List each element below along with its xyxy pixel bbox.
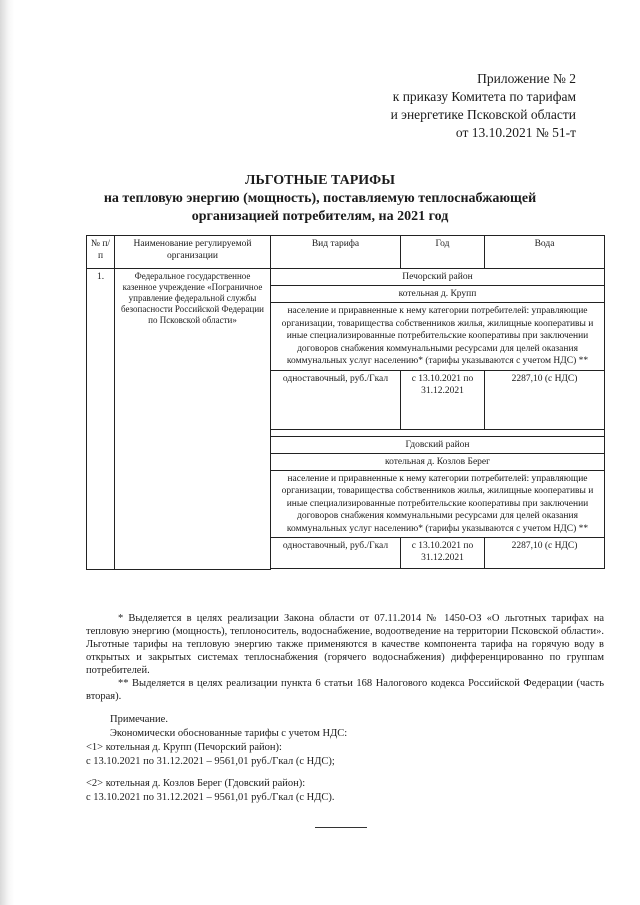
appendix-line-2: к приказу Комитета по тарифам: [392, 89, 576, 104]
organization-name: Федеральное государственное казенное учреждение «Пограничное управление федеральной службы безопасности Российской Федерации по Псковской области»: [115, 269, 271, 570]
header-year: Год: [401, 236, 485, 269]
header-org: Наименование регулируемой организации: [115, 236, 271, 269]
period-1: с 13.10.2021 по 31.12.2021: [401, 370, 485, 429]
spacer-cell: [271, 569, 605, 570]
appendix-line-3: и энергетике Псковской области: [390, 107, 576, 122]
table-header-row: [87, 236, 605, 269]
remark-item-2-value: с 13.10.2021 по 31.12.2021 – 9561,01 руб./Гкал (с НДС).: [86, 792, 335, 803]
remark-heading: Примечание.: [110, 714, 168, 725]
footnote-1: * Выделяется в целях реализации Закона области от 07.11.2014 № 1450-ОЗ «О льготных тарифах на тепловую энергию (мощность), теплоноситель, водоснабжение, водоотведение на территории Псковской области». Льготные тарифы на тепловую энергию также применяются в качестве компонента тарифа на горячую воду в открытых и закрытых системах теплоснабжения (горячего водоснабжения) дифференцированно по группам потребителей.: [86, 613, 604, 676]
footnote-2: ** Выделяется в целях реализации пункта 6 статьи 168 Налогового кодекса Российской Федерации (часть вторая).: [86, 678, 604, 702]
row-number: 1.: [87, 269, 115, 570]
spacer-cell: [271, 429, 605, 436]
remark-item-2-label: <2> котельная д. Козлов Берег (Гдовский район):: [86, 778, 306, 789]
header-water: Вода: [485, 236, 605, 269]
district-2: Гдовский район: [271, 436, 605, 453]
period-2: с 13.10.2021 по 31.12.2021: [401, 538, 485, 569]
tariffs-table: [86, 235, 605, 570]
appendix-header: [330, 70, 576, 142]
remark-intro: Экономически обоснованные тарифы с учетом НДС:: [110, 728, 348, 739]
remark-block: [86, 713, 606, 805]
remark-gap: [86, 769, 606, 777]
consumer-category-2: население и приравненные к нему категории потребителей: управляющие организации, товарищества собственников жилья, жилищные кооперативы и иные специализированные потребительские кооперативы при заключении договоров снабжения коммунальными ресурсами для целей оказания коммунальных услуг населению* (тарифы указываются с учетом НДС) **: [271, 470, 605, 538]
tariff-value-1: 2287,10 (с НДС): [485, 370, 605, 429]
title-line-1: ЛЬГОТНЫЕ ТАРИФЫ: [245, 173, 395, 188]
consumer-category-1: население и приравненные к нему категории потребителей: управляющие организации, товарищества собственников жилья, жилищные кооперативы и иные специализированные потребительские кооперативы при заключении договоров снабжения коммунальными ресурсами для целей оказания коммунальных услуг населению* (тарифы указываются с учетом НДС) **: [271, 303, 605, 371]
boiler-1: котельная д. Крупп: [271, 286, 605, 303]
tariff-value-2: 2287,10 (с НДС): [485, 538, 605, 569]
appendix-line-4: от 13.10.2021 № 51-т: [455, 125, 576, 140]
title-line-3: организацией потребителям, на 2021 год: [191, 209, 449, 224]
document-title: [80, 172, 560, 226]
header-tariff-type: Вид тарифа: [271, 236, 401, 269]
appendix-line-1: Приложение № 2: [477, 71, 576, 86]
remark-item-1-value: с 13.10.2021 по 31.12.2021 – 9561,01 руб./Гкал (с НДС);: [86, 756, 335, 767]
boiler-2: котельная д. Козлов Берег: [271, 453, 605, 470]
table-row: [87, 269, 605, 286]
scan-edge-shadow: [0, 0, 14, 905]
title-line-2: на тепловую энергию (мощность), поставляемую теплоснабжающей: [103, 191, 537, 206]
remark-item-1-label: <1> котельная д. Крупп (Печорский район):: [86, 742, 282, 753]
header-num: № п/п: [87, 236, 115, 269]
end-divider: [315, 827, 367, 828]
district-1: Печорский район: [271, 269, 605, 286]
footnotes: [86, 612, 604, 703]
tariff-type-1: одноставочный, руб./Гкал: [271, 370, 401, 429]
tariff-type-2: одноставочный, руб./Гкал: [271, 538, 401, 569]
